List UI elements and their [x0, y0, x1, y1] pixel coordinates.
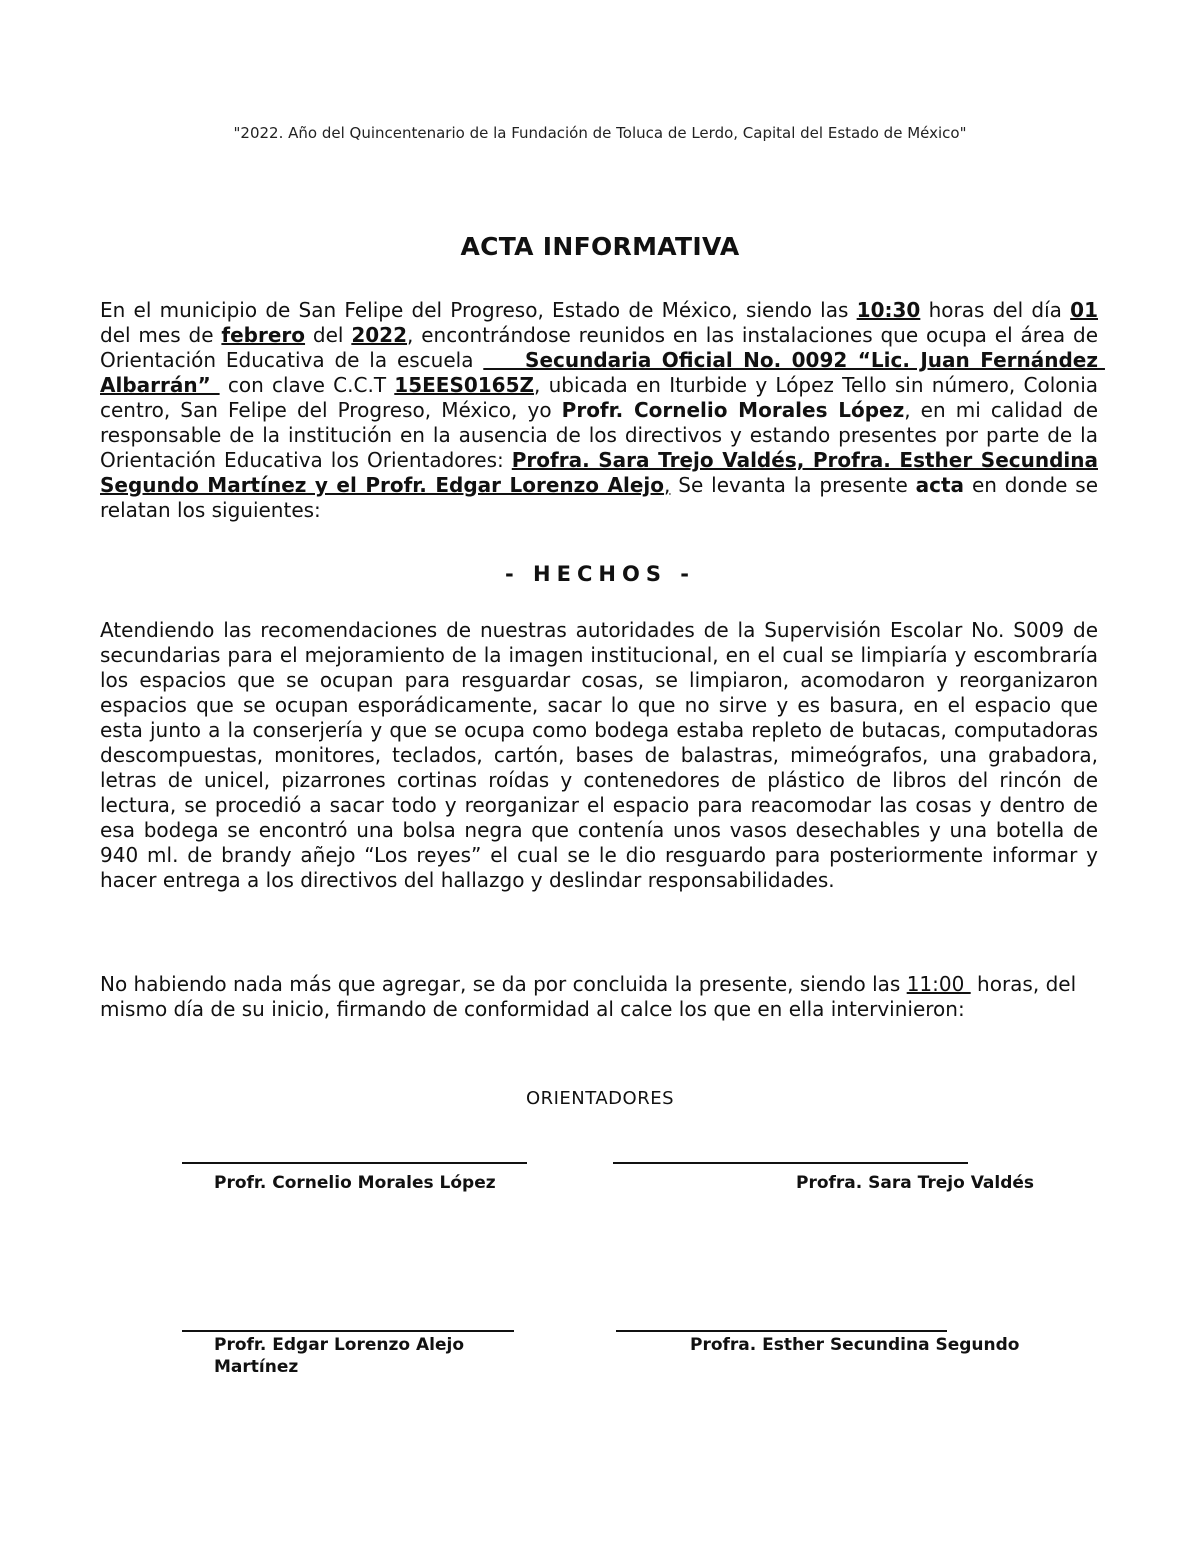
- intro-text: En el municipio de San Felipe del Progreso, Estado de México, siendo las: [100, 298, 857, 322]
- hechos-heading: - HECHOS -: [505, 562, 695, 586]
- signer-esther: Profra. Esther Secundina Segundo: [690, 1335, 1020, 1355]
- responsible-name: Profr. Cornelio Morales López: [561, 398, 905, 422]
- intro-text: Se levanta la presente: [670, 473, 916, 497]
- signer-esther-surname: Martínez: [214, 1357, 299, 1377]
- signature-line: [616, 1330, 947, 1332]
- start-time: 10:30: [856, 298, 921, 322]
- intro-text: , en mi calidad de responsable de la institución en la ausencia de los directivos y estando presentes por parte de la Orientación Educativa los Orientadores:: [100, 398, 1098, 472]
- intro-text: ,: [664, 473, 671, 497]
- intro-text: , ubicada en Iturbide y López Tello sin número, Colonia centro, San Felipe del Progreso, México, yo: [100, 373, 1099, 422]
- school-name: Secundaria Oficial No. 0092 “Lic. Juan Fernández Albarrán”: [100, 348, 1105, 397]
- intro-text: , encontrándose reunidos en las instalaciones que ocupa el área de Orientación Educativa de la escuela: [100, 323, 1098, 372]
- intro-text: del mes de: [100, 323, 222, 347]
- intro-paragraph: [100, 298, 1105, 523]
- intro-text: del: [305, 323, 352, 347]
- end-time: 11:00: [906, 972, 971, 996]
- meeting-year: 2022: [351, 323, 408, 347]
- intro-text: en donde se relatan los siguientes:: [100, 473, 1099, 522]
- signature-line: [182, 1162, 527, 1164]
- signer-sara: Profra. Sara Trejo Valdés: [796, 1173, 1035, 1193]
- signer-edgar: Profr. Edgar Lorenzo Alejo: [214, 1335, 465, 1355]
- hechos-paragraph: Atendiendo las recomendaciones de nuestras autoridades de la Supervisión Escolar No. S009 de secundarias para el mejoramiento de la imagen institucional, en el cual se limpiaría y escombraría los espacios que se ocupan para resguardar cosas, se limpiaron, acomodaron y reorganizaron espacios que se ocupan esporádicamente, sacar lo que no sirve y es basura, en el espacio que esta junto a la conserjería y que se ocupa como bodega estaba repleto de butacas, computadoras descompuestas, monitores, teclados, cartón, bases de balastras, mimeógrafos, una grabadora, letras de unicel, pizarrones cortinas roídas y contenedores de plástico de libros del rincón de lectura, se procedió a sacar todo y reorganizar el espacio para reacomodar las cosas y dentro de esa bodega se encontró una bolsa negra que contenía unos vasos desechables y una botella de 940 ml. de brandy añejo “Los reyes” el cual se le dio resguardo para posteriormente informar y hacer entrega a los directivos del hallazgo y deslindar responsabilidades.: [100, 618, 1098, 892]
- intro-text: con clave C.C.T: [219, 373, 395, 397]
- meeting-month: febrero: [221, 323, 306, 347]
- document-title: ACTA INFORMATIVA: [460, 232, 740, 261]
- meeting-day: 01: [1070, 298, 1099, 322]
- signatures-heading: ORIENTADORES: [525, 1088, 675, 1109]
- closing-text: horas, del mismo día de su inicio, firmando de conformidad al calce los que en ella intervinieron:: [100, 972, 1077, 1021]
- signer-cornelio: Profr. Cornelio Morales López: [214, 1173, 496, 1193]
- signature-line: [613, 1162, 968, 1164]
- closing-paragraph: [100, 972, 1098, 1022]
- acta-word: acta: [915, 473, 965, 497]
- signature-line: [182, 1330, 514, 1332]
- counselors-list: Profra. Sara Trejo Valdés, Profra. Esther Secundina Segundo Martínez y el Profr. Edgar Lorenzo Alejo: [100, 448, 1099, 497]
- header-motto: "2022. Año del Quincentenario de la Fundación de Toluca de Lerdo, Capital del Estado de México": [233, 124, 967, 142]
- school-cct: 15EES0165Z: [394, 373, 535, 397]
- closing-text: No habiendo nada más que agregar, se da por concluida la presente, siendo las: [100, 972, 907, 996]
- intro-text: horas del día: [920, 298, 1071, 322]
